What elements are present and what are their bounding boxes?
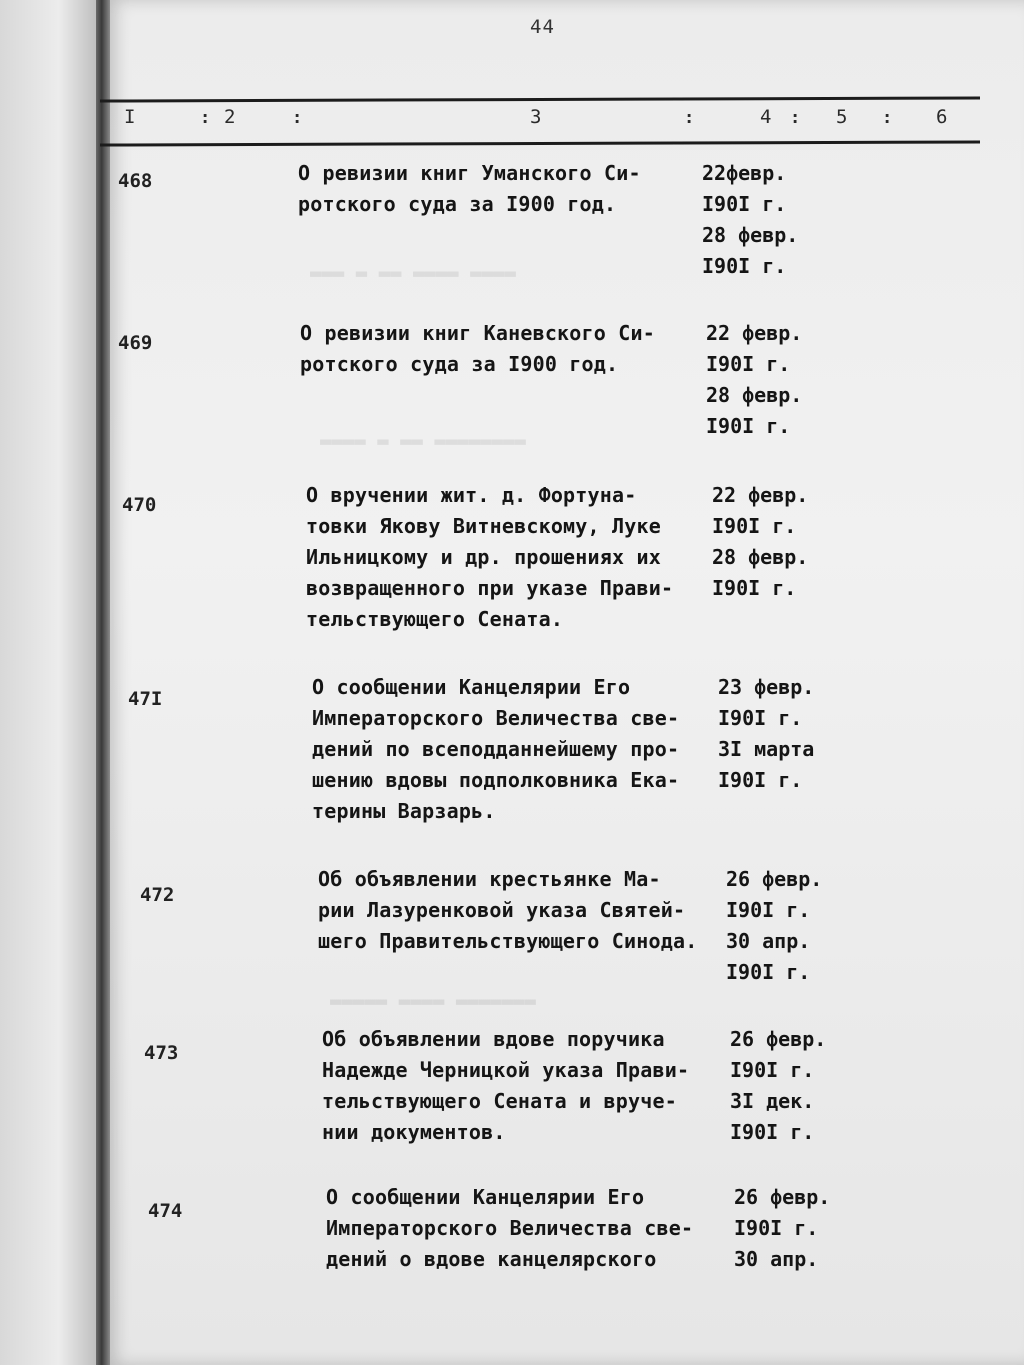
- column-separator: :: [790, 108, 801, 128]
- date-line: I90I г.: [706, 352, 791, 376]
- column-header-3: 3: [530, 106, 542, 128]
- title-line: О ревизии книг Уманского Си-: [298, 161, 641, 185]
- bleed-through-text: ▬▬▬ ▬ ▬▬ ▬▬▬▬ ▬▬▬▬: [310, 262, 516, 284]
- title-line: ротского суда за I900 год.: [300, 352, 619, 376]
- title-line: Ильницкому и др. прошениях их: [306, 545, 661, 569]
- column-header-4: 4: [760, 106, 772, 128]
- title-line: дений о вдове канцелярского: [326, 1247, 657, 1271]
- entry-title: [312, 672, 679, 827]
- date-line: 22 февр.: [706, 321, 803, 345]
- column-header-6: 6: [936, 106, 948, 128]
- entry-title: [300, 318, 655, 380]
- title-line: товки Якову Витневскому, Луке: [306, 514, 661, 538]
- date-line: 3I марта: [718, 737, 815, 761]
- date-line: 22 февр.: [712, 483, 809, 507]
- entry-dates: [734, 1182, 830, 1275]
- entry-title: [326, 1182, 693, 1275]
- title-line: терины Варзарь.: [312, 799, 496, 823]
- title-line: Императорского Величества све-: [326, 1216, 694, 1240]
- date-line: I90I г.: [730, 1058, 815, 1082]
- entry-number: 474: [148, 1200, 183, 1222]
- column-separator: :: [882, 108, 893, 128]
- title-line: Об объявлении крестьянке Ма-: [318, 867, 661, 891]
- date-line: 28 февр.: [702, 223, 799, 247]
- entry-number: 47I: [128, 688, 163, 710]
- date-line: I90I г.: [718, 706, 803, 730]
- date-line: I90I г.: [706, 414, 791, 438]
- date-line: 23 февр.: [718, 675, 815, 699]
- entry-title: [322, 1024, 689, 1148]
- date-line: 3I дек.: [730, 1089, 815, 1113]
- title-line: О вручении жит. д. Фортуна-: [306, 483, 637, 507]
- title-line: О ревизии книг Каневского Си-: [300, 321, 655, 345]
- entry-title: [318, 864, 697, 957]
- title-line: рии Лазуренковой указа Святей-: [318, 898, 686, 922]
- title-line: шего Правительствующего Синода.: [318, 929, 698, 953]
- entry-number: 473: [144, 1042, 179, 1064]
- column-separator: :: [684, 108, 695, 128]
- title-line: тельствующего Сената и вруче-: [322, 1089, 677, 1113]
- date-line: 26 февр.: [734, 1185, 831, 1209]
- entry-dates: [702, 158, 798, 282]
- entry-number: 468: [118, 170, 153, 192]
- page-number: 44: [530, 16, 555, 38]
- date-line: I90I г.: [702, 192, 787, 216]
- title-line: О сообщении Канцелярии Его: [312, 675, 631, 699]
- date-line: 26 февр.: [730, 1027, 827, 1051]
- date-line: I90I г.: [718, 768, 803, 792]
- title-line: Надежде Черницкой указа Прави-: [322, 1058, 690, 1082]
- column-header-2: 2: [224, 106, 236, 128]
- date-line: 26 февр.: [726, 867, 823, 891]
- title-line: Императорского Величества све-: [312, 706, 680, 730]
- left-facing-page: [0, 0, 98, 1365]
- entry-number: 470: [122, 494, 157, 516]
- date-line: I90I г.: [702, 254, 787, 278]
- entry-dates: [706, 318, 802, 442]
- date-line: I90I г.: [726, 960, 811, 984]
- date-line: I90I г.: [730, 1120, 815, 1144]
- column-separator: :: [200, 108, 211, 128]
- title-line: ротского суда за I900 год.: [298, 192, 617, 216]
- title-line: тельствующего Сената.: [306, 607, 564, 631]
- column-header-5: 5: [836, 106, 848, 128]
- entry-dates: [712, 480, 808, 604]
- column-header-row: [100, 106, 980, 136]
- entry-dates: [726, 864, 822, 988]
- date-line: I90I г.: [726, 898, 811, 922]
- entry-number: 472: [140, 884, 175, 906]
- date-line: I90I г.: [712, 514, 797, 538]
- entry-title: [306, 480, 673, 635]
- date-line: 30 апр.: [734, 1247, 819, 1271]
- bleed-through-text: ▬▬▬▬▬ ▬▬▬▬ ▬▬▬▬▬▬▬: [330, 990, 536, 1012]
- entry-title: [298, 158, 641, 220]
- column-separator: :: [292, 108, 303, 128]
- title-line: дений по всеподданнейшему про-: [312, 737, 680, 761]
- title-line: нии документов.: [322, 1120, 506, 1144]
- book-gutter: [96, 0, 110, 1365]
- title-line: О сообщении Канцелярии Его: [326, 1185, 645, 1209]
- date-line: I90I г.: [734, 1216, 819, 1240]
- entry-dates: [730, 1024, 826, 1148]
- title-line: Об объявлении вдове поручика: [322, 1027, 665, 1051]
- date-line: 30 апр.: [726, 929, 811, 953]
- column-header-1: I: [124, 106, 136, 128]
- title-line: возвращенного при указе Прави-: [306, 576, 674, 600]
- entry-dates: [718, 672, 814, 796]
- date-line: 28 февр.: [712, 545, 809, 569]
- date-line: 22февр.: [702, 161, 787, 185]
- date-line: I90I г.: [712, 576, 797, 600]
- entry-number: 469: [118, 332, 153, 354]
- date-line: 28 февр.: [706, 383, 803, 407]
- bleed-through-text: ▬▬▬▬ ▬ ▬▬ ▬▬▬▬▬▬▬▬: [320, 430, 526, 452]
- title-line: шению вдовы подполковника Ека-: [312, 768, 680, 792]
